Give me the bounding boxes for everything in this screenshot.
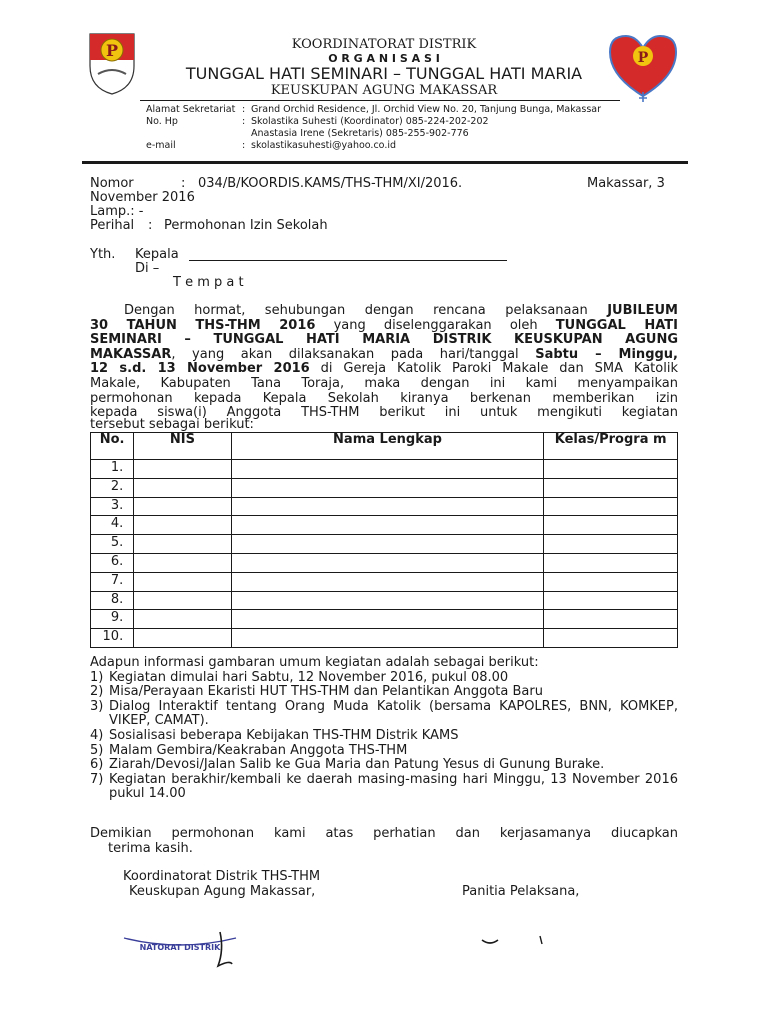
intro-line-9: tersebut sebagai berikut: bbox=[90, 417, 254, 432]
signature-icon bbox=[476, 930, 556, 950]
row-number: 7. bbox=[91, 572, 134, 591]
activity-number: 5) bbox=[90, 742, 104, 758]
activity-item bbox=[90, 758, 678, 773]
row-number: 5. bbox=[91, 535, 134, 554]
kepala-blank-line bbox=[189, 260, 507, 261]
row-kelas bbox=[544, 497, 678, 516]
intro-line5-bold: 12 s.d. 13 November 2016 bbox=[90, 361, 310, 377]
row-nis bbox=[134, 591, 231, 610]
row-kelas bbox=[544, 591, 678, 610]
official-stamp bbox=[120, 930, 240, 970]
row-nis bbox=[134, 535, 231, 554]
row-nama bbox=[231, 535, 544, 554]
row-kelas bbox=[544, 478, 678, 497]
table-row bbox=[91, 478, 678, 497]
signature-scribble-right bbox=[476, 930, 556, 950]
intro-line-8: kepada siswa(i) Anggota THS-THM berikut ini untuk mengikuti kegiatan bbox=[90, 405, 678, 421]
header-line3: TUNGGAL HATI SEMINARI – TUNGGAL HATI MARIA bbox=[185, 64, 583, 83]
closing-line-2: terima kasih. bbox=[108, 840, 193, 856]
activity-number: 7) bbox=[90, 771, 104, 787]
col-header-no: No. bbox=[91, 433, 134, 460]
activity-text: Ziarah/Devosi/Jalan Salib ke Gua Maria dan Patung Yesus di Gunung Burake. bbox=[109, 757, 605, 773]
row-kelas bbox=[544, 535, 678, 554]
di: Di – bbox=[135, 261, 160, 276]
intro-line-7: permohonan kepada Kepala Sekolah kiranya berkenan memberikan izin bbox=[90, 390, 678, 406]
participant-table bbox=[90, 432, 678, 648]
header-underline bbox=[140, 100, 620, 101]
intro-line-1 bbox=[90, 304, 678, 319]
row-nama bbox=[231, 572, 544, 591]
activity-number: 6) bbox=[90, 757, 104, 773]
activity-item bbox=[90, 744, 678, 759]
intro-line-5 bbox=[90, 362, 678, 377]
logo-right bbox=[600, 26, 686, 106]
intro-line2-bold2: TUNGGAL HATI bbox=[555, 317, 678, 333]
table-row bbox=[91, 553, 678, 572]
nomor-label: Nomor bbox=[90, 176, 134, 191]
activity-text: Kegiatan dimulai hari Sabtu, 12 November 2016, pukul 08.00 bbox=[109, 669, 509, 685]
row-number: 4. bbox=[91, 516, 134, 535]
row-nis bbox=[134, 497, 231, 516]
address-label-2: No. Hp bbox=[146, 116, 178, 127]
tempat: T e m p a t bbox=[173, 275, 244, 290]
nomor-value: 034/B/KOORDIS.KAMS/THS-THM/XI/2016. bbox=[198, 176, 463, 191]
row-number: 3. bbox=[91, 497, 134, 516]
letter-date-part1: Makassar, 3 bbox=[587, 176, 665, 191]
table-row bbox=[91, 535, 678, 554]
row-number: 6. bbox=[91, 553, 134, 572]
address-label-1: Alamat Sekretariat bbox=[146, 104, 236, 115]
intro-line-2 bbox=[90, 319, 678, 334]
table-row bbox=[91, 591, 678, 610]
table-row bbox=[91, 497, 678, 516]
address-value-3: Anastasia Irene (Sekretaris) 085-255-902-776 bbox=[251, 128, 469, 139]
row-nis bbox=[134, 629, 231, 648]
table-row bbox=[91, 516, 678, 535]
header-line1: KOORDINATORAT DISTRIK bbox=[291, 37, 477, 52]
col-header-nama: Nama Lengkap bbox=[231, 433, 544, 460]
sign-left-line1: Koordinatorat Distrik THS-THM bbox=[123, 869, 321, 884]
row-nis bbox=[134, 553, 231, 572]
yth: Yth. bbox=[90, 247, 116, 262]
row-nama bbox=[231, 629, 544, 648]
address-value-1: Grand Orchid Residence, Jl. Orchid View No. 20, Tanjung Bunga, Makassar bbox=[251, 104, 602, 115]
intro-line4-bold: MAKASSAR bbox=[90, 346, 172, 362]
row-number: 2. bbox=[91, 478, 134, 497]
sign-left-line2: Keuskupan Agung Makassar, bbox=[129, 883, 316, 899]
row-kelas bbox=[544, 610, 678, 629]
header-rule-thick bbox=[82, 161, 688, 164]
table-header-row bbox=[91, 433, 678, 460]
heart-logo-icon bbox=[600, 26, 686, 106]
activity-item bbox=[90, 700, 678, 729]
svg-text:P: P bbox=[105, 41, 119, 60]
address-value-4: skolastikasuhesti@yahoo.co.id bbox=[251, 140, 397, 151]
activity-number: 3) bbox=[90, 698, 104, 714]
activity-number: 4) bbox=[90, 727, 104, 743]
perihal-sep: : bbox=[148, 218, 153, 233]
row-number: 10. bbox=[91, 629, 134, 648]
row-number: 1. bbox=[91, 460, 134, 479]
activity-text: Dialog Interaktif tentang Orang Muda Katolik (bersama KAPOLRES, BNN, KOMKEP, VIKEP, CAMAT). bbox=[109, 698, 678, 729]
intro-line5-rest: di Gereja Katolik Paroki Makale dan SMA Katolik bbox=[320, 361, 678, 377]
perihal-label: Perihal bbox=[90, 218, 135, 233]
row-nis bbox=[134, 610, 231, 629]
activity-number: 1) bbox=[90, 669, 104, 685]
row-kelas bbox=[544, 460, 678, 479]
intro-line1-pre: Dengan hormat, sehubungan dengan rencana pelaksanaan bbox=[124, 303, 588, 318]
activity-item bbox=[90, 685, 678, 700]
col-header-kelas: Kelas/Progra m bbox=[544, 433, 678, 460]
table-row bbox=[91, 610, 678, 629]
row-nama bbox=[231, 460, 544, 479]
lampiran: Lamp.: - bbox=[90, 204, 144, 219]
activity-text: Misa/Perayaan Ekaristi HUT THS-THM dan Pelantikan Anggota Baru bbox=[109, 684, 543, 700]
nomor-sep: : bbox=[181, 176, 186, 191]
row-kelas bbox=[544, 572, 678, 591]
row-nis bbox=[134, 572, 231, 591]
header-line4: KEUSKUPAN AGUNG MAKASSAR bbox=[270, 83, 498, 98]
activity-text: Sosialisasi beberapa Kebijakan THS-THM Distrik KAMS bbox=[109, 727, 459, 743]
activity-number: 2) bbox=[90, 684, 104, 700]
sign-right-line1: Panitia Pelaksana, bbox=[462, 883, 580, 899]
svg-text:P: P bbox=[637, 50, 649, 66]
activities-intro: Adapun informasi gambaran umum kegiatan adalah sebagai berikut: bbox=[90, 655, 539, 670]
row-nama bbox=[231, 497, 544, 516]
stamp-icon bbox=[120, 930, 240, 970]
row-kelas bbox=[544, 553, 678, 572]
activities-list bbox=[90, 671, 678, 802]
perihal-value: Permohonan Izin Sekolah bbox=[164, 218, 328, 233]
address-value-2: Skolastika Suhesti (Koordinator) 085-224-202-202 bbox=[251, 116, 489, 127]
intro-line4-mid: , yang akan dilaksanakan pada hari/tanggal bbox=[171, 346, 519, 362]
activity-text: Kegiatan berakhir/kembali ke daerah masing-masing hari Minggu, 13 November 2016 pukul 14.00 bbox=[109, 771, 678, 802]
intro-line2-bold: 30 TAHUN THS-THM 2016 bbox=[90, 317, 316, 333]
row-nis bbox=[134, 460, 231, 479]
intro-line4-bold2: Sabtu – Minggu, bbox=[535, 346, 678, 362]
row-nama bbox=[231, 478, 544, 497]
row-kelas bbox=[544, 629, 678, 648]
table-row bbox=[91, 460, 678, 479]
intro-line3-bold: SEMINARI – TUNGGAL HATI MARIA DISTRIK KEUSKUPAN AGUNG bbox=[90, 332, 678, 348]
svg-text:NATORAT DISTRIK: NATORAT DISTRIK bbox=[139, 943, 221, 952]
closing-line-1: Demikian permohonan kami atas perhatian dan kerjasamanya diucapkan bbox=[90, 826, 678, 841]
intro-line1-bold: JUBILEUM bbox=[607, 303, 678, 318]
row-number: 9. bbox=[91, 610, 134, 629]
row-nis bbox=[134, 478, 231, 497]
table-row bbox=[91, 572, 678, 591]
row-nama bbox=[231, 591, 544, 610]
row-nama bbox=[231, 610, 544, 629]
activity-text: Malam Gembira/Keakraban Anggota THS-THM bbox=[109, 742, 408, 758]
activity-item bbox=[90, 773, 678, 802]
row-nama bbox=[231, 553, 544, 572]
letter-date-part2: November 2016 bbox=[90, 190, 195, 205]
address-label-4: e-mail bbox=[146, 140, 176, 151]
intro-line-4 bbox=[90, 348, 678, 363]
address-sep-1: : bbox=[242, 104, 246, 115]
row-nama bbox=[231, 516, 544, 535]
intro-line-3 bbox=[90, 333, 678, 348]
table-row bbox=[91, 629, 678, 648]
activity-item bbox=[90, 671, 678, 686]
row-number: 8. bbox=[91, 591, 134, 610]
header-line2: O R G A N I S A S I bbox=[328, 52, 440, 65]
row-kelas bbox=[544, 516, 678, 535]
col-header-nis: NIS bbox=[134, 433, 231, 460]
kepala: Kepala bbox=[135, 247, 179, 262]
address-sep-2: : bbox=[242, 116, 246, 127]
row-nis bbox=[134, 516, 231, 535]
activity-item bbox=[90, 729, 678, 744]
intro-line2-mid: yang diselenggarakan oleh bbox=[333, 317, 538, 333]
intro-line-6: Makale, Kabupaten Tana Toraja, maka dengan ini kami menyampaikan bbox=[90, 376, 678, 391]
address-sep-4: : bbox=[242, 140, 246, 151]
